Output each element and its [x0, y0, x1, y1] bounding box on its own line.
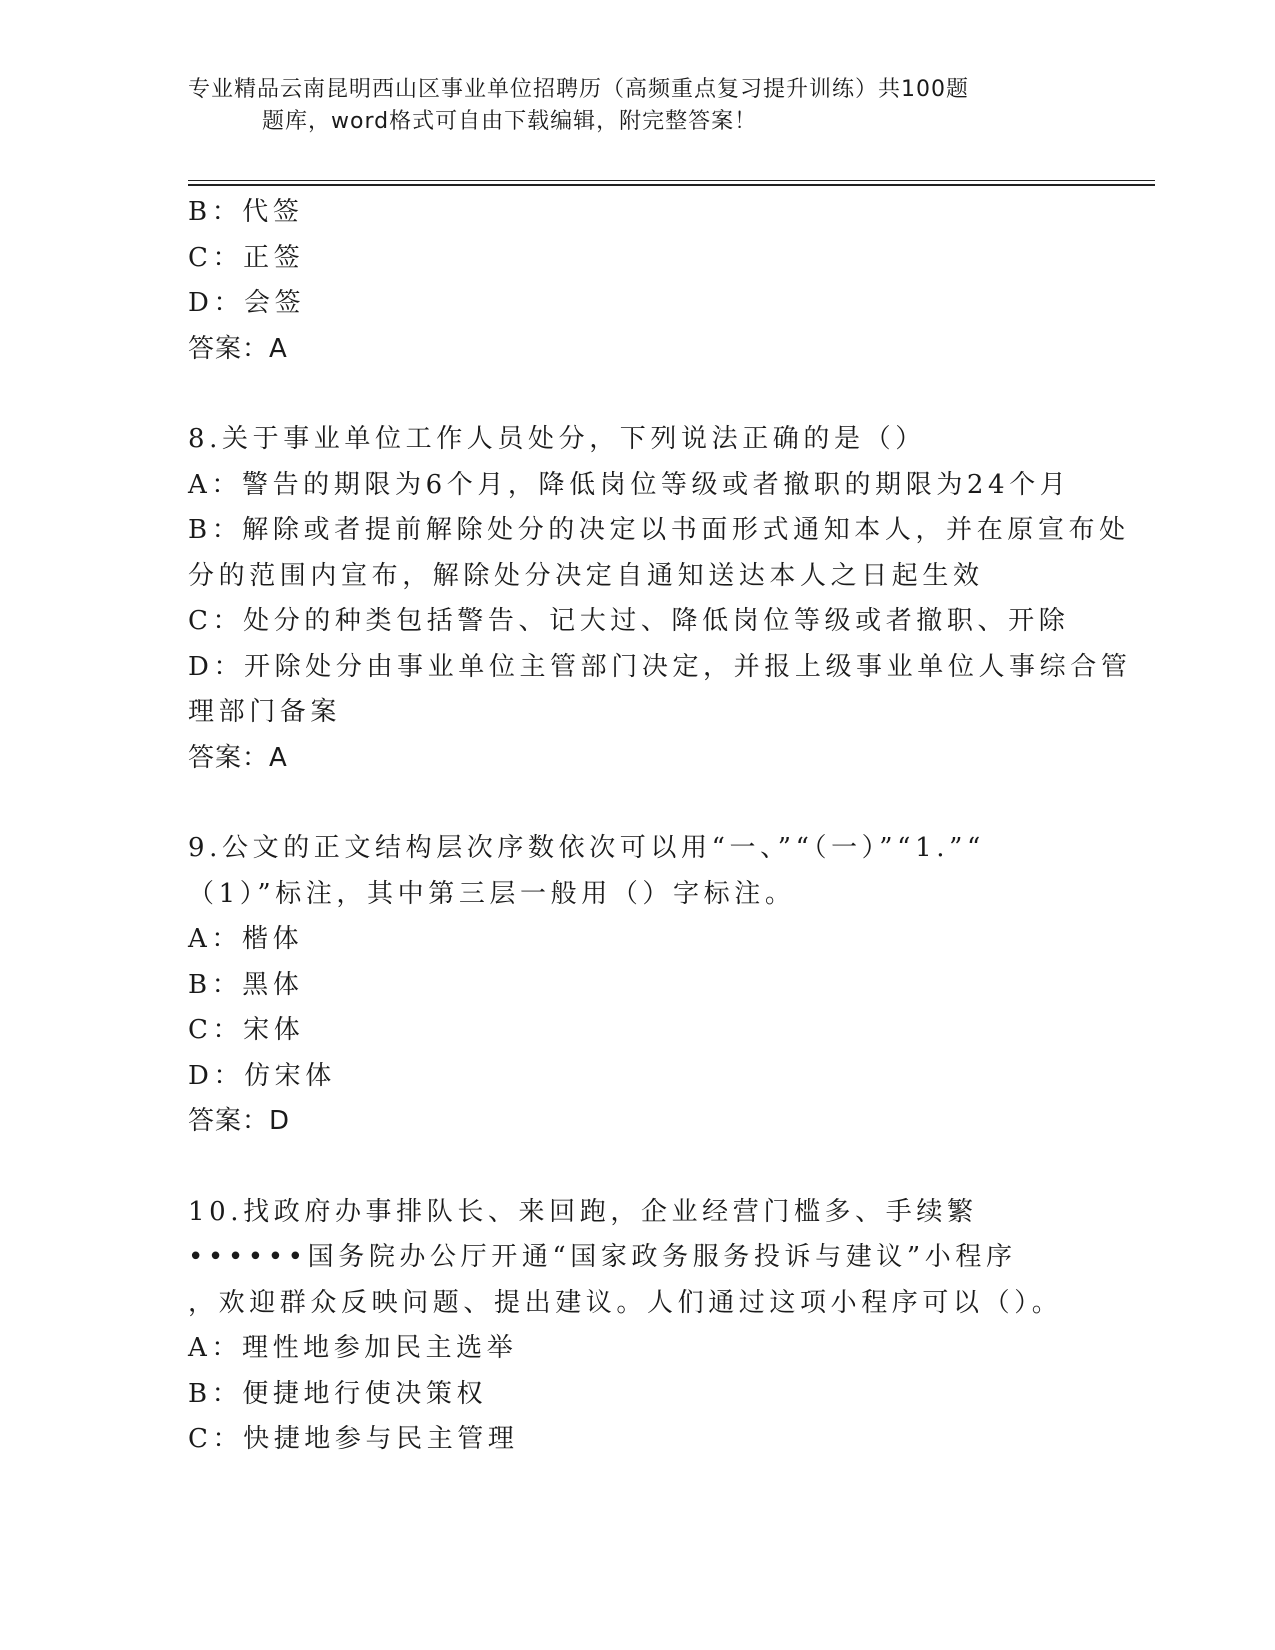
option-d-continued: 理部门备案 [188, 697, 342, 727]
option-c: C：处分的种类包括警告、记大过、降低岗位等级或者撤职、开除 [188, 606, 1070, 636]
option-c: C：快捷地参与民主管理 [188, 1424, 519, 1454]
answer-line: 答案：A [188, 742, 288, 773]
option-b: B：便捷地行使决策权 [188, 1378, 488, 1409]
option-c: C：正签 [188, 242, 305, 273]
document-header [188, 74, 1048, 138]
question-9 [188, 826, 1088, 1145]
answer-line: 答案：A [188, 333, 288, 364]
option-b: B：黑体 [188, 969, 304, 1000]
question-stem-continued: ，欢迎群众反映问题、提出建议。人们通过这项小程序可以（）。 [188, 1287, 1063, 1318]
document-body [188, 190, 1132, 1463]
question-stem: 10.找政府办事排队长、来回跑，企业经营门槛多、手续繁 [188, 1196, 978, 1227]
option-c: C：宋体 [188, 1015, 305, 1045]
option-d: D：会签 [188, 288, 306, 318]
option-d: D：开除处分由事业单位主管部门决定，并报上级事业单位人事综合管 [188, 651, 1132, 682]
question-stem: 8.关于事业单位工作人员处分，下列说法正确的是（） [188, 424, 926, 454]
option-a: A：楷体 [188, 924, 304, 954]
question-8 [188, 417, 1132, 781]
option-b-continued: 分的范围内宣布，解除处分决定自通知送达本人之日起生效 [188, 560, 984, 591]
question-stem-continued: ••••••国务院办公厅开通“国家政务服务投诉与建议”小程序 [188, 1242, 1017, 1272]
question-stem: 9.公文的正文结构层次序数依次可以用“一、”“（一）”“1.”“ [188, 833, 985, 863]
option-a: A：警告的期限为6个月，降低岗位等级或者撤职的期限为24个月 [188, 469, 1071, 500]
question-10 [188, 1190, 1088, 1463]
question-7-tail [188, 190, 1088, 372]
header-divider [188, 180, 1155, 186]
option-b: B：代签 [188, 197, 304, 227]
option-b: B：解除或者提前解除处分的决定以书面形式通知本人，并在原宣布处 [188, 515, 1130, 545]
answer-line: 答案：D [188, 1106, 291, 1136]
header-title-line-1: 专业精品云南昆明西山区事业单位招聘历（高频重点复习提升训练）共100题 [188, 77, 969, 102]
header-title-line-2: 题库，word格式可自由下载编辑，附完整答案！ [262, 109, 758, 134]
option-a: A：理性地参加民主选举 [188, 1333, 518, 1363]
question-stem-continued: （1）”标注，其中第三层一般用（）字标注。 [188, 878, 796, 909]
option-d: D：仿宋体 [188, 1060, 336, 1091]
